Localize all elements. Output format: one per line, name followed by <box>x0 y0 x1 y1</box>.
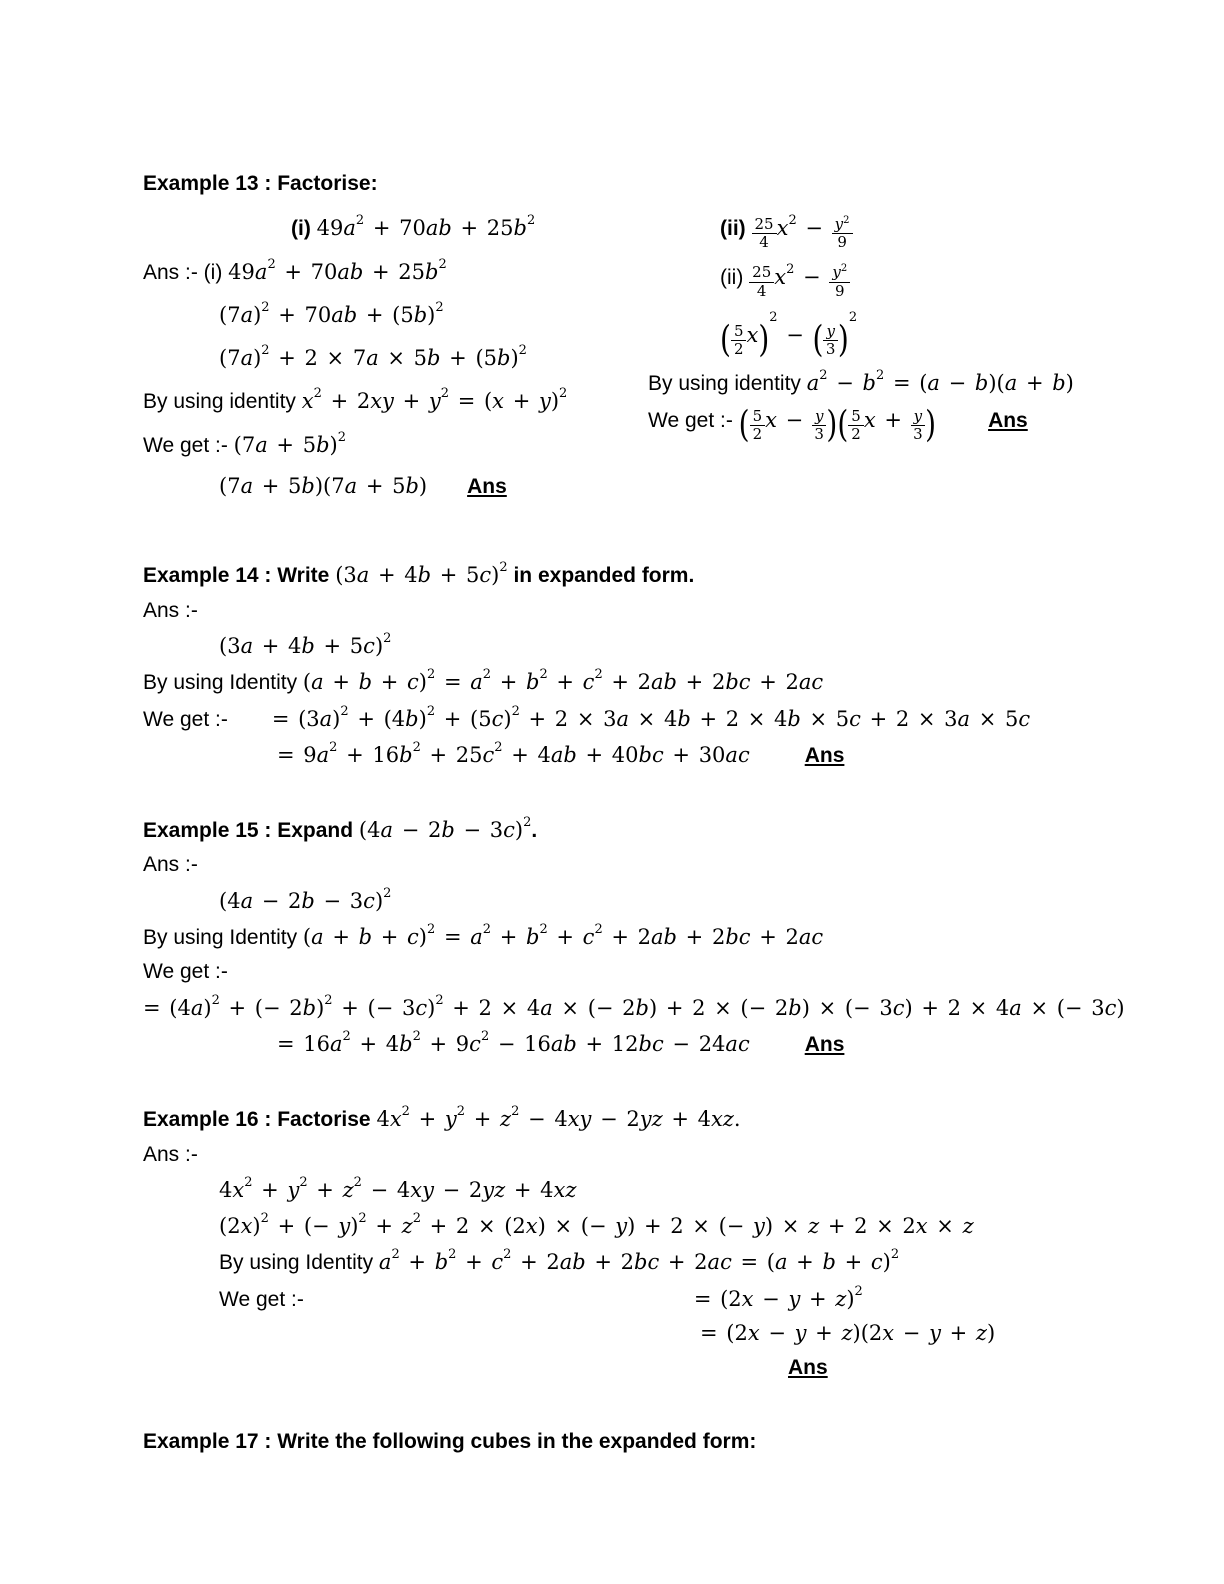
example-14 <box>143 560 1188 769</box>
ex16-step-squares: $(2x)^2$ + (− $y)^2 + z^2 + 2 \times (2x)$ × (− y) + 2 × (− y) × z + 2 × 2x × z <box>219 1211 974 1239</box>
example-13-heading: Example 13 : Factorise: <box>143 172 378 195</box>
ex13-problem-ii: (ii) $\frac{25}{4}$ $x^2$ − $\frac{y^2}{9}$ <box>720 213 1188 251</box>
ex13-step-squares: $(7a)^2 + 70ab + (5b)^2$ <box>219 299 444 327</box>
example-13 <box>143 170 1188 514</box>
ex15-identity-note: By using Identity $(a + b + c)^2 = a^2 + b^2 + c^2 + 2ab + 2bc + 2ac$ <box>143 922 824 950</box>
ex13-ans-restate-i: Ans :- (i) $49a^2 + 70ab + 25b^2$ <box>143 256 447 284</box>
ex16-identity-note: By using Identity $a^2 + b^2 + c^2 + 2ab + 2bc + 2ac = (a + b + c)^2$ <box>219 1247 900 1275</box>
ex15-expression: $(4a - 2b - 3c)^2$ <box>219 885 392 913</box>
ex16-factored-product: = (2x − y + z)(2x − y + z) <box>700 1321 996 1346</box>
ex14-identity-note: By using Identity $(a + b + c)^2 = a^2 + b^2 + c^2 + 2ab + 2bc + 2ac$ <box>143 667 824 695</box>
ex13-we-get-ans-ii: We get :- ( $\frac{5}{2}$ x − $\frac{y}{3}$ )( $\frac{5}{2}$ x + $\frac{y}{3}$ ) Ans <box>648 403 1028 447</box>
example-15 <box>143 815 1188 1058</box>
ex15-we-get-label: We get :- <box>143 960 228 984</box>
ex13-step-squares-ii: ( $\frac{5}{2}$ x)$^2$ − ( $\frac{y}{3}$ )$^2$ <box>720 309 858 361</box>
ex13-restate-ii: (ii) $\frac{25}{4}$ $x^2$ − $\frac{y^2}{9}$ <box>720 262 1188 300</box>
ex16-ans-label: Ans :- <box>143 1142 198 1166</box>
example-13-columns <box>143 213 1188 514</box>
ex13-step-identity: $(7a)^2 + 2 \times 7a \times 5b + (5b)^2$ <box>219 343 527 371</box>
example-16 <box>143 1104 1188 1381</box>
ex13-identity-note-ii: By using identity $a^2 - b^2 = (a - b)(a + b)$ <box>648 368 1074 396</box>
example-13-left-column <box>143 213 648 514</box>
ex16-ans-label-final: Ans <box>788 1356 828 1380</box>
ex13-result-ans: (7a + 5b)(7a + 5b) Ans <box>219 474 507 499</box>
ex13-identity-note: By using identity $x^2 + 2xy + y^2 = (x + y)^2$ <box>143 386 568 414</box>
ex15-ans-label: Ans :- <box>143 853 198 877</box>
ex13-we-get: We get :- $(7a + 5b)^2$ <box>143 429 346 457</box>
example-14-heading: Example 14 : Write $(3a + 4b + 5c)^2$ in expanded form. <box>143 560 695 588</box>
example-17 <box>143 1428 1188 1455</box>
ex15-expansion: = $(4a)^2$ + (− 2b)$^2$ + (− 3c)$^2$ + 2 × 4a × (− 2b) + 2 × (− 2b) × (− 3c) + 2 × 4a × (− 3c) <box>143 992 1125 1020</box>
example-16-heading: Example 16 : Factorise $4x^2 + y^2 + z^2 - 4xy - 2yz + 4xz$. <box>143 1104 741 1132</box>
ex14-we-get-expansion: We get :- = $(3a)^2 + (4b)^2 + (5c)^2 + 2 \times 3a \times 4b + 2 \times 4b \times 5c + 2 \times 3a \times 5c$ <box>143 703 1031 731</box>
ex15-result-ans: = $16a^2 + 4b^2 + 9c^2 - 16ab + 12bc - 24ac$ Ans <box>277 1028 845 1056</box>
ex14-expression: $(3a + 4b + 5c)^2$ <box>219 630 392 658</box>
ex14-result-ans: = $9a^2 + 16b^2 + 25c^2 + 4ab + 40bc + 30ac$ Ans <box>277 739 845 767</box>
example-15-heading: Example 15 : Expand $(4a - 2b - 3c)^2$. <box>143 815 538 843</box>
ex16-expression: $4x^2 + y^2 + z^2 - 4xy - 2yz + 4xz$ <box>219 1174 577 1202</box>
example-13-right-column <box>648 213 1188 453</box>
example-17-heading: Example 17 : Write the following cubes in the expanded form: <box>143 1429 757 1453</box>
ex13-problem-i: (i) $49a^2 + 70ab + 25b^2$ <box>291 213 536 241</box>
ex16-we-get-row: We get :- = $(2x - y + z)^2$ <box>219 1283 863 1311</box>
ex14-ans-label: Ans :- <box>143 598 198 622</box>
